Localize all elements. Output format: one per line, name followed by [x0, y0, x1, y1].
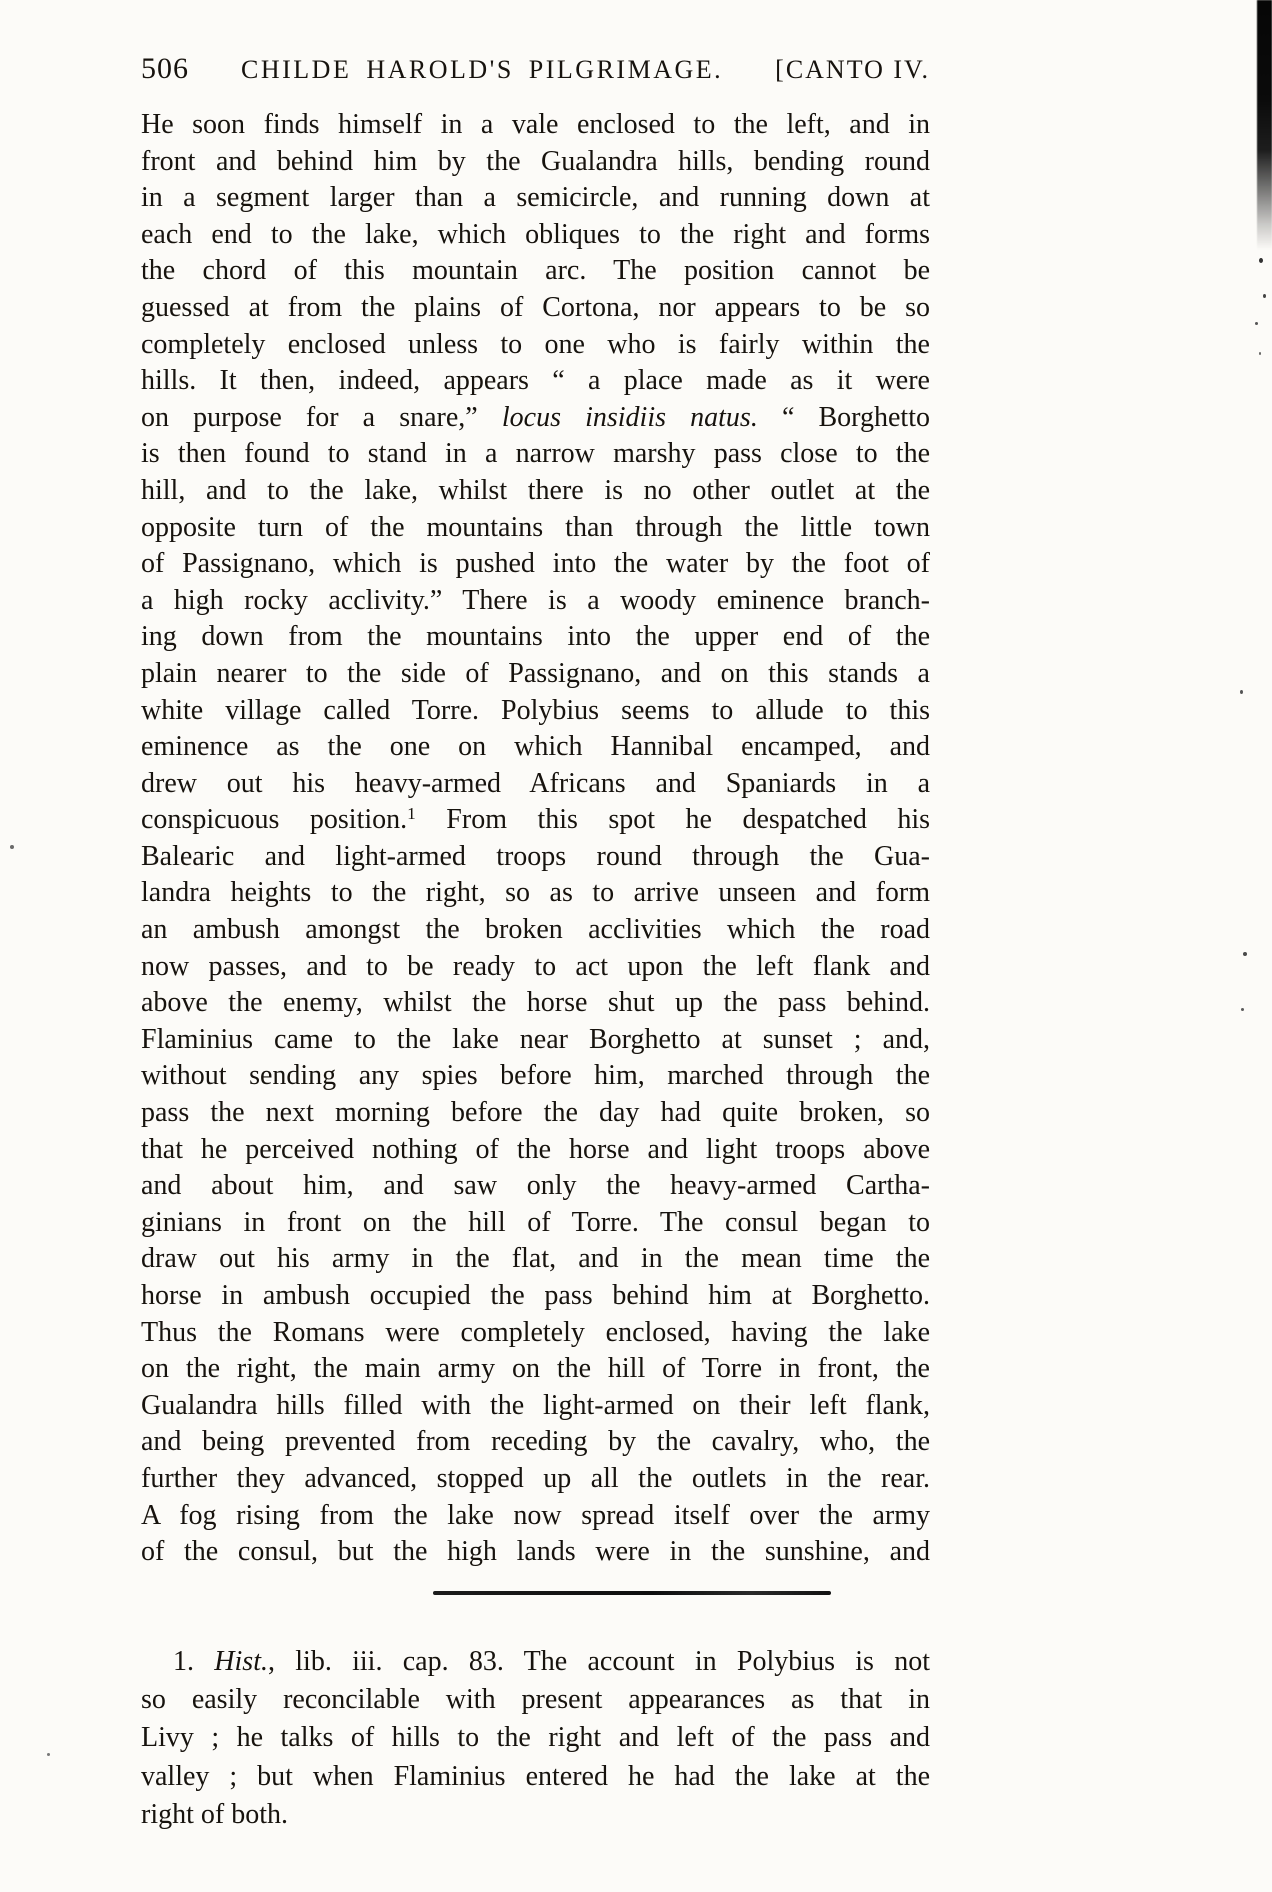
text-line: A fog rising from the lake now spread itself over the army — [141, 1499, 930, 1531]
text-line: of Passignano, which is pushed into the water by the foot of — [141, 548, 930, 580]
text-line: right of both. — [141, 1798, 288, 1830]
body-text — [141, 107, 930, 1571]
text-line: Gualandra hills filled with the light-armed on their left flank, — [141, 1389, 930, 1421]
text-line: a high rocky acclivity.” There is a woody eminence branch- — [141, 584, 930, 616]
text-line: opposite turn of the mountains than through the little town — [141, 511, 930, 543]
text-line: He soon finds himself in a vale enclosed to the left, and in — [141, 109, 930, 140]
scan-speck — [1263, 294, 1266, 298]
text-line: eminence as the one on which Hannibal encamped, and — [141, 731, 930, 763]
text-line: guessed at from the plains of Cortona, nor appears to be so — [141, 291, 930, 323]
text-line: draw out his army in the flat, and in the mean time the — [141, 1243, 930, 1275]
text-line: is then found to stand in a narrow marshy pass close to the — [141, 438, 930, 470]
scan-edge-artifact — [1257, 0, 1272, 250]
text-line: ginians in front on the hill of Torre. The consul began to — [141, 1206, 930, 1238]
text-line: each end to the lake, which obliques to the right and forms — [141, 218, 930, 250]
text-line: completely enclosed unless to one who is fairly within the — [141, 328, 930, 360]
text-line: Thus the Romans were completely enclosed, having the lake — [141, 1316, 930, 1348]
page-number: 506 — [141, 52, 189, 85]
text-line: landra heights to the right, so as to arrive unseen and form — [141, 877, 930, 909]
text-line: valley ; but when Flaminius entered he had the lake at the — [141, 1760, 930, 1792]
book-title: CHILDE HAROLD'S PILGRIMAGE. — [241, 55, 724, 84]
scan-speck — [1241, 1008, 1244, 1011]
scan-speck — [10, 845, 14, 849]
text-line: the chord of this mountain arc. The position cannot be — [141, 255, 930, 287]
scan-speck — [47, 1753, 50, 1756]
text-line: and being prevented from receding by the cavalry, who, the — [141, 1426, 930, 1458]
footnote-text — [141, 1643, 930, 1834]
text-line: so easily reconcilable with present appearances as that in — [141, 1684, 930, 1716]
text-line: and about him, and saw only the heavy-armed Cartha- — [141, 1170, 930, 1202]
text-line: horse in ambush occupied the pass behind him at Borghetto. — [141, 1280, 930, 1311]
scan-speck — [1240, 690, 1243, 694]
footnote-divider — [433, 1591, 831, 1595]
text-line: hill, and to the lake, whilst there is no other outlet at the — [141, 474, 930, 506]
scan-speck — [1255, 322, 1258, 325]
text-line: of the consul, but the high lands were in the sunshine, and — [141, 1536, 930, 1568]
text-line: without sending any spies before him, marched through the — [141, 1060, 930, 1092]
text-line: in a segment larger than a semicircle, and running down at — [141, 182, 930, 214]
running-head — [141, 52, 930, 86]
text-line: drew out his heavy-armed Africans and Spaniards in a — [141, 767, 930, 799]
canto-label: [CANTO IV. — [775, 55, 930, 84]
text-line: an ambush amongst the broken acclivities which the road — [141, 914, 930, 946]
text-line: plain nearer to the side of Passignano, and on this stands a — [141, 657, 930, 689]
text-line: ing down from the mountains into the upper end of the — [141, 621, 930, 653]
text-line: Livy ; he talks of hills to the right and left of the pass and — [141, 1722, 930, 1754]
scan-speck — [1243, 952, 1247, 956]
text-line: that he perceived nothing of the horse and light troops above — [141, 1133, 930, 1165]
scan-speck — [1259, 258, 1263, 263]
text-line: hills. It then, indeed, appears “ a place made as it were — [141, 365, 930, 397]
text-line: front and behind him by the Gualandra hills, bending round — [141, 145, 930, 177]
text-line: now passes, and to be ready to act upon the left flank and — [141, 950, 930, 982]
text-line: further they advanced, stopped up all the outlets in the rear. — [141, 1462, 930, 1494]
scan-speck — [1259, 352, 1261, 355]
text-line: above the enemy, whilst the horse shut up the pass behind. — [141, 987, 930, 1019]
text-line: on the right, the main army on the hill of Torre in front, the — [141, 1353, 930, 1385]
text-line: white village called Torre. Polybius seems to allude to this — [141, 694, 930, 726]
text-line: conspicuous position.$^1$ From this spot he despatched his — [141, 804, 930, 836]
text-line: Balearic and light-armed troops round through the Gua- — [141, 840, 930, 872]
text-line: 1. Hist., lib. iii. cap. 83. The account in Polybius is not — [173, 1646, 930, 1677]
text-line: on purpose for a snare,” locus insidiis natus. “ Borghetto — [141, 401, 930, 433]
text-line: Flaminius came to the lake near Borghetto at sunset ; and, — [141, 1023, 930, 1055]
text-line: pass the next morning before the day had quite broken, so — [141, 1097, 930, 1129]
